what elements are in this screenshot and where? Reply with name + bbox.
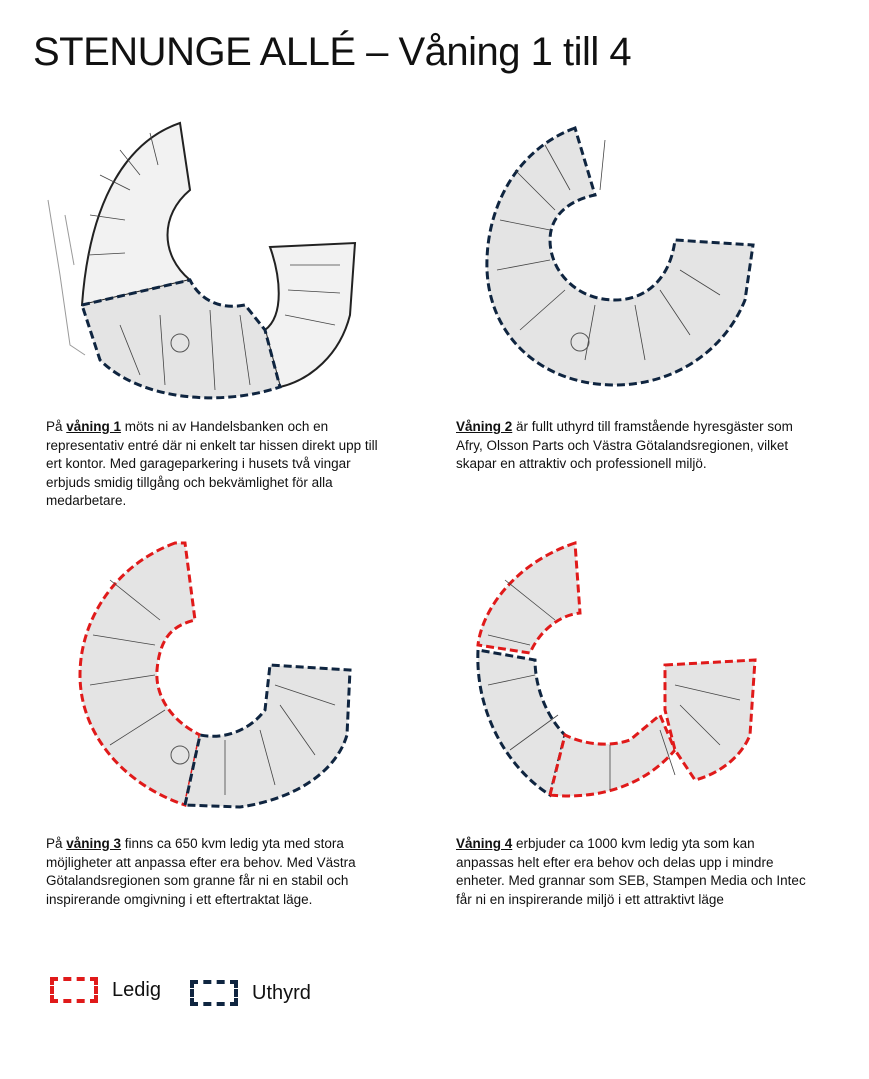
floor-3-label: våning 3 bbox=[66, 836, 122, 851]
floor-3-text: finns ca 650 kvm ledig yta med stora möjligheter att anpassa efter era behov. Med Västra Götalandsregionen som granne får ni en stabil och inspirerande omgivning i ett eftertraktat läge. bbox=[46, 836, 356, 907]
legend-leased-label: Uthyrd bbox=[252, 981, 311, 1004]
floor-1-description bbox=[46, 418, 391, 511]
legend-leased bbox=[190, 980, 311, 1006]
floor-1-prefix: På bbox=[46, 419, 67, 434]
floor-3-description bbox=[46, 835, 391, 909]
plan1-leased-zone bbox=[82, 280, 280, 398]
floor-4-label: Våning 4 bbox=[456, 836, 513, 851]
floor-plan-4 bbox=[470, 535, 760, 810]
floor-plan-1 bbox=[40, 115, 380, 405]
floor-plan-4-drawing bbox=[470, 535, 760, 810]
floor-2-label: Våning 2 bbox=[456, 419, 513, 434]
plan4-available-east bbox=[665, 660, 755, 780]
floor-4-text: erbjuder ca 1000 kvm ledig yta som kan anpassas helt efter era behov och delas upp i mindre enheter. Med grannar som SEB, Stampen Media och Intec får ni en inspirerande miljö i ett attraktivt läge bbox=[456, 836, 806, 907]
floor-4-description bbox=[456, 835, 806, 909]
floor-1-text: möts ni av Handelsbanken och en representativ entré där ni enkelt tar hissen direkt upp till ert kontor. Med garageparkering i husets två vingar erbjuds smidig tillgång och bekvämlighet för alla medarbetare. bbox=[46, 419, 378, 508]
floor-2-text: är fullt uthyrd till framstående hyresgäster som Afry, Olsson Parts och Västra Götalandsregionen, vilket skapar en attraktiv och professionell miljö. bbox=[456, 419, 793, 471]
floor-2-description bbox=[456, 418, 821, 474]
plan3-available-zone bbox=[80, 543, 200, 805]
plan2-building bbox=[487, 128, 753, 385]
floor-3-prefix: På bbox=[46, 836, 67, 851]
floor-plan-3-drawing bbox=[75, 535, 365, 815]
plan3-leased-zone bbox=[185, 665, 350, 807]
legend-available bbox=[50, 977, 161, 1003]
floor-plan-3 bbox=[75, 535, 365, 815]
page-title: STENUNGE ALLÉ – Våning 1 till 4 bbox=[33, 30, 632, 74]
floor-plan-2 bbox=[475, 120, 775, 395]
legend-available-swatch bbox=[50, 977, 98, 1003]
legend-available-label: Ledig bbox=[112, 978, 161, 1001]
plan4-available-south bbox=[550, 715, 675, 796]
legend-leased-swatch bbox=[190, 980, 238, 1006]
floor-plan-2-drawing bbox=[475, 120, 775, 395]
floor-plan-1-drawing bbox=[40, 115, 380, 405]
plan1-building bbox=[82, 123, 190, 305]
plan4-leased-west bbox=[478, 650, 565, 795]
floor-1-label: våning 1 bbox=[66, 419, 122, 434]
